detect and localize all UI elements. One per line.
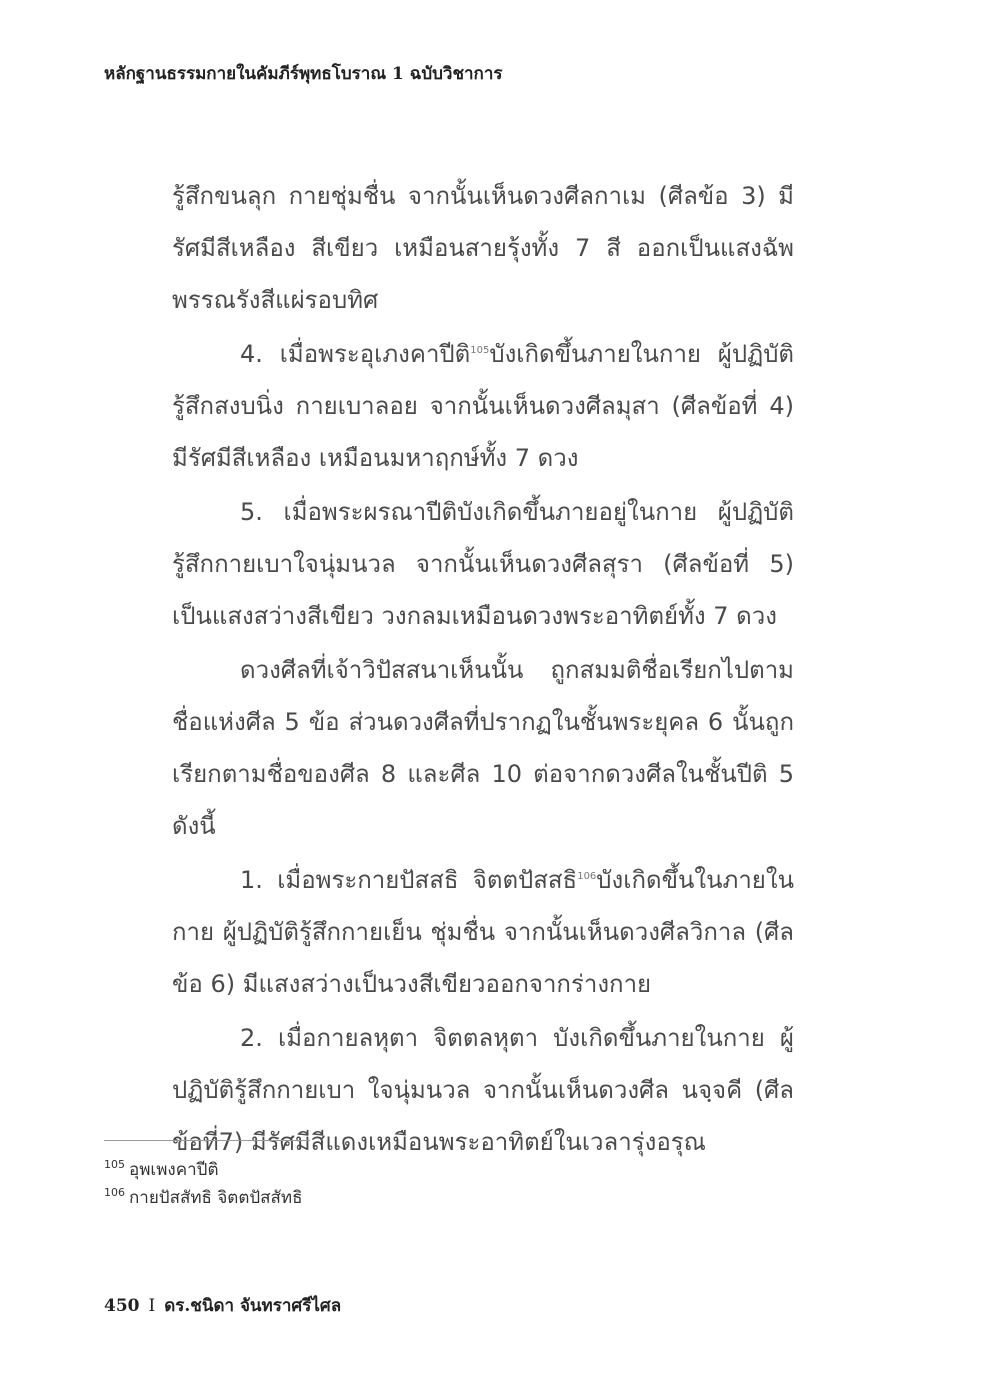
paragraph-4 bbox=[172, 644, 794, 852]
footnote-divider bbox=[104, 1140, 310, 1141]
footnote-text: อุพเพงคาปีติ bbox=[129, 1160, 219, 1180]
paragraph-3 bbox=[172, 486, 794, 642]
footnote-number: 105 bbox=[104, 1158, 125, 1172]
footnote-105 bbox=[104, 1156, 303, 1184]
paragraph-5 bbox=[172, 854, 794, 1010]
running-header-title: หลักฐานธรรมกายในคัมภีร์พุทธโบราณ 1 ฉบับวิชาการ bbox=[104, 64, 503, 84]
paragraph-text: บังเกิดขึ้นในภายในกาย ผู้ปฏิบัติรู้สึกกายเย็น ชุ่มชื่น จากนั้นเห็นดวงศีลวิกาล (ศีลข้อ 6) มีแสงสว่างเป็นวงสีเขียวออกจากร่างกาย bbox=[172, 866, 794, 998]
paragraph-text: 1. เมื่อพระกายปัสสธิ จิตตปัสสธิ bbox=[240, 866, 578, 894]
footer-separator: I bbox=[148, 1296, 156, 1316]
footnotes bbox=[104, 1156, 303, 1212]
paragraph-text: 5. เมื่อพระผรณาปีติบังเกิดขึ้นภายอยู่ในกาย ผู้ปฏิบัติรู้สึกกายเบาใจนุ่มนวล จากนั้นเห็นดวงศีลสุรา (ศีลข้อที่ 5) เป็นแสงสว่างสีเขียว วงกลมเหมือนดวงพระอาทิตย์ทั้ง 7 ดวง bbox=[172, 498, 794, 630]
footnote-106 bbox=[104, 1184, 303, 1212]
page-number: 450 bbox=[104, 1296, 140, 1316]
paragraph-text: ดวงศีลที่เจ้าวิปัสสนาเห็นนั้น ถูกสมมติชื่อเรียกไปตามชื่อแห่งศีล 5 ข้อ ส่วนดวงศีลที่ปรากฏในชั้นพระยุคล 6 นั้นถูกเรียกตามชื่อของศีล 8 และศีล 10 ต่อจากดวงศีลในชั้นปีติ 5 ดังนี้ bbox=[172, 656, 794, 840]
footnote-text: กายปัสสัทธิ จิตตปัสสัทธิ bbox=[129, 1188, 303, 1208]
paragraph-text: รู้สึกขนลุก กายชุ่มชื่น จากนั้นเห็นดวงศีลกาเม (ศีลข้อ 3) มีรัศมีสีเหลือง สีเขียว เหมือนสายรุ้งทั้ง 7 สี ออกเป็นแสงฉัพพรรณรังสีแผ่รอบทิศ bbox=[172, 182, 794, 314]
footnote-reference-105[interactable]: 105 bbox=[470, 345, 490, 356]
paragraph-text: บังเกิดขึ้นภายในกาย ผู้ปฏิบัติรู้สึกสงบนิ่ง กายเบาลอย จากนั้นเห็นดวงศีลมุสา (ศีลข้อที่ 4) มีรัศมีสีเหลือง เหมือนมหาฤกษ์ทั้ง 7 ดวง bbox=[172, 340, 795, 472]
author-name: ดร.ชนิดา จันทราศรีไศล bbox=[164, 1296, 342, 1316]
paragraph-6 bbox=[172, 1012, 794, 1168]
paragraph-1 bbox=[172, 170, 794, 326]
paragraph-text: 2. เมื่อกายลหุตา จิตตลหุตา บังเกิดขึ้นภายในกาย ผู้ปฏิบัติรู้สึกกายเบา ใจนุ่มนวล จากนั้นเห็นดวงศีล นจฺจคี (ศีลข้อที่7) มีรัศมีสีแดงเหมือนพระอาทิตย์ในเวลารุ่งอรุณ bbox=[172, 1024, 794, 1156]
footnote-reference-106[interactable]: 106 bbox=[577, 871, 597, 882]
paragraph-text: 4. เมื่อพระอุเภงคาปีติ bbox=[240, 340, 471, 368]
main-body-text bbox=[172, 170, 794, 1168]
paragraph-2 bbox=[172, 328, 794, 484]
footnote-number: 106 bbox=[104, 1186, 125, 1200]
page-footer bbox=[104, 1292, 341, 1319]
